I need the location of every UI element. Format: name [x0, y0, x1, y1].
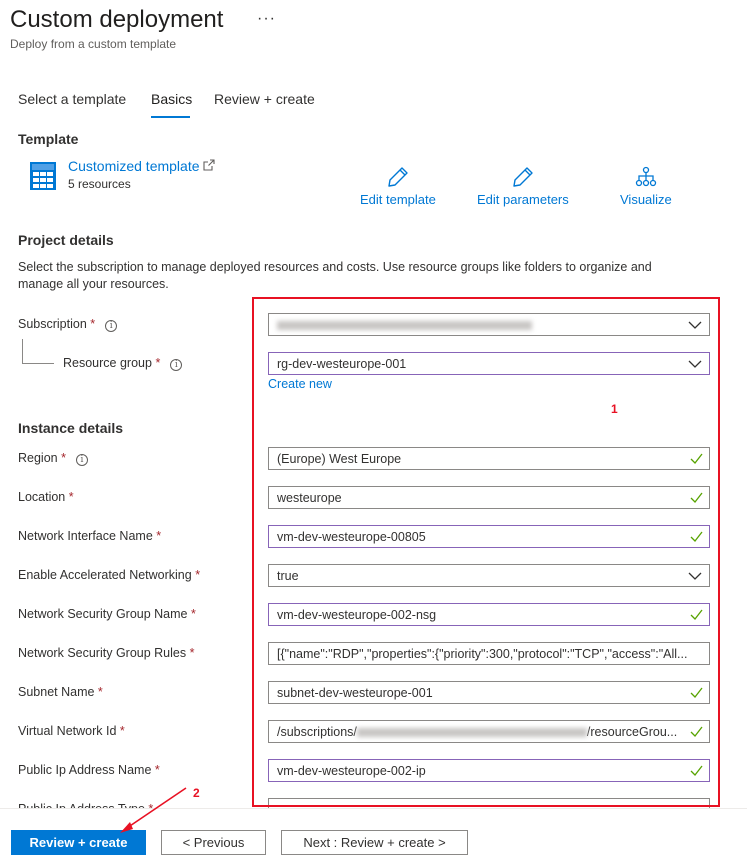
external-link-icon [203, 159, 215, 171]
location-label-text: Location [18, 490, 66, 504]
review-create-button[interactable]: Review + create [11, 830, 146, 855]
nsg-rules-value: [{"name":"RDP","properties":{"priority":300,"protocol":"TCP","access":"All... [277, 647, 688, 661]
vnet-id-label-text: Virtual Network Id [18, 724, 117, 738]
next-button[interactable]: Next : Review + create > [281, 830, 468, 855]
required-mark: * [97, 685, 103, 699]
resource-group-label [63, 356, 182, 371]
subscription-label [18, 317, 117, 332]
checkmark-icon [690, 725, 703, 738]
required-mark: * [156, 529, 162, 543]
subnet-name-input[interactable] [268, 681, 710, 704]
edit-template-button[interactable] [360, 166, 436, 207]
pip-name-label [18, 763, 160, 777]
location-label [18, 490, 74, 504]
hierarchy-icon [635, 166, 657, 188]
active-tab-indicator [151, 116, 190, 118]
visualize-button[interactable] [620, 166, 672, 207]
nic-name-input[interactable] [268, 525, 710, 548]
info-icon[interactable]: i [105, 320, 117, 332]
subnet-name-label-text: Subnet Name [18, 685, 95, 699]
tree-connector [22, 339, 23, 363]
chevron-down-icon [688, 569, 702, 583]
template-icon [30, 162, 56, 190]
required-mark: * [195, 568, 201, 582]
pencil-icon [512, 166, 534, 188]
chevron-down-icon [688, 357, 702, 371]
pip-name-value: vm-dev-westeurope-002-ip [277, 764, 426, 778]
nsg-rules-label [18, 646, 194, 660]
previous-button[interactable]: < Previous [161, 830, 266, 855]
subscription-select[interactable] [268, 313, 710, 336]
region-label-text: Region [18, 451, 58, 465]
subnet-name-label [18, 685, 103, 699]
checkmark-icon [690, 530, 703, 543]
tab-basics[interactable]: Basics [151, 91, 193, 107]
nsg-name-label-text: Network Security Group Name [18, 607, 188, 621]
nsg-rules-input[interactable] [268, 642, 710, 665]
edit-parameters-button[interactable] [477, 166, 569, 207]
project-details-heading: Project details [18, 232, 114, 248]
pencil-icon [387, 166, 409, 188]
annotation-label-1: 1 [611, 402, 618, 416]
blurred-subscription-id [357, 728, 587, 737]
region-input[interactable] [268, 447, 710, 470]
required-mark: * [189, 646, 195, 660]
checkmark-icon [690, 491, 703, 504]
template-heading: Template [18, 131, 79, 147]
customized-template-link[interactable]: Customized template [68, 158, 200, 174]
resource-group-label-text: Resource group [63, 356, 152, 370]
nsg-name-input[interactable] [268, 603, 710, 626]
blurred-subscription-value [277, 321, 532, 330]
partial-row-clip [0, 797, 747, 808]
vnet-id-label [18, 724, 125, 738]
info-icon[interactable]: i [76, 454, 88, 466]
subscription-label-text: Subscription [18, 317, 87, 331]
vnet-id-input[interactable] [268, 720, 710, 743]
visualize-label: Visualize [620, 192, 672, 207]
nsg-name-label [18, 607, 196, 621]
required-mark: * [68, 490, 74, 504]
accel-net-select[interactable] [268, 564, 710, 587]
location-input[interactable] [268, 486, 710, 509]
checkmark-icon [690, 764, 703, 777]
pip-name-label-text: Public Ip Address Name [18, 763, 152, 777]
required-mark: * [119, 724, 125, 738]
tree-connector [22, 363, 54, 364]
required-mark: * [90, 317, 96, 331]
checkmark-icon [690, 452, 703, 465]
resource-group-select[interactable] [268, 352, 710, 375]
region-label [18, 451, 88, 466]
resource-count: 5 resources [68, 177, 131, 191]
location-value: westeurope [277, 491, 342, 505]
accel-net-label [18, 568, 200, 582]
subnet-name-value: subnet-dev-westeurope-001 [277, 686, 433, 700]
page-subtitle: Deploy from a custom template [10, 37, 177, 51]
pip-name-input[interactable] [268, 759, 710, 782]
nsg-name-value: vm-dev-westeurope-002-nsg [277, 608, 437, 622]
required-mark: * [154, 763, 160, 777]
edit-template-label: Edit template [360, 192, 436, 207]
page-title: Custom deployment [10, 6, 224, 33]
checkmark-icon [690, 686, 703, 699]
edit-parameters-label: Edit parameters [477, 192, 569, 207]
resource-group-value: rg-dev-westeurope-001 [277, 357, 407, 371]
required-mark: * [191, 607, 196, 621]
instance-details-heading: Instance details [18, 420, 124, 436]
required-mark: * [61, 451, 66, 465]
more-options-icon[interactable]: ··· [257, 10, 276, 27]
vnet-id-suffix: /resourceGrou... [586, 725, 678, 739]
nsg-rules-label-text: Network Security Group Rules [18, 646, 187, 660]
annotation-label-2: 2 [193, 786, 200, 800]
nic-name-value: vm-dev-westeurope-00805 [277, 530, 426, 544]
project-description: Select the subscription to manage deployed resources and costs. Use resource groups like folders to organize and manage all your resources. [18, 260, 652, 291]
create-new-link[interactable]: Create new [268, 377, 332, 391]
chevron-down-icon [688, 318, 702, 332]
region-value: (Europe) West Europe [277, 452, 402, 466]
required-mark: * [155, 356, 161, 370]
vnet-id-prefix: /subscriptions/ [277, 725, 357, 739]
checkmark-icon [690, 608, 703, 621]
nic-name-label [18, 529, 161, 543]
tab-select-template[interactable]: Select a template [18, 91, 127, 107]
accel-net-value: true [277, 569, 299, 583]
nic-name-label-text: Network Interface Name [18, 529, 153, 543]
info-icon[interactable]: i [170, 359, 182, 371]
accel-net-label-text: Enable Accelerated Networking [18, 568, 192, 582]
tab-review-create[interactable]: Review + create [214, 91, 315, 107]
